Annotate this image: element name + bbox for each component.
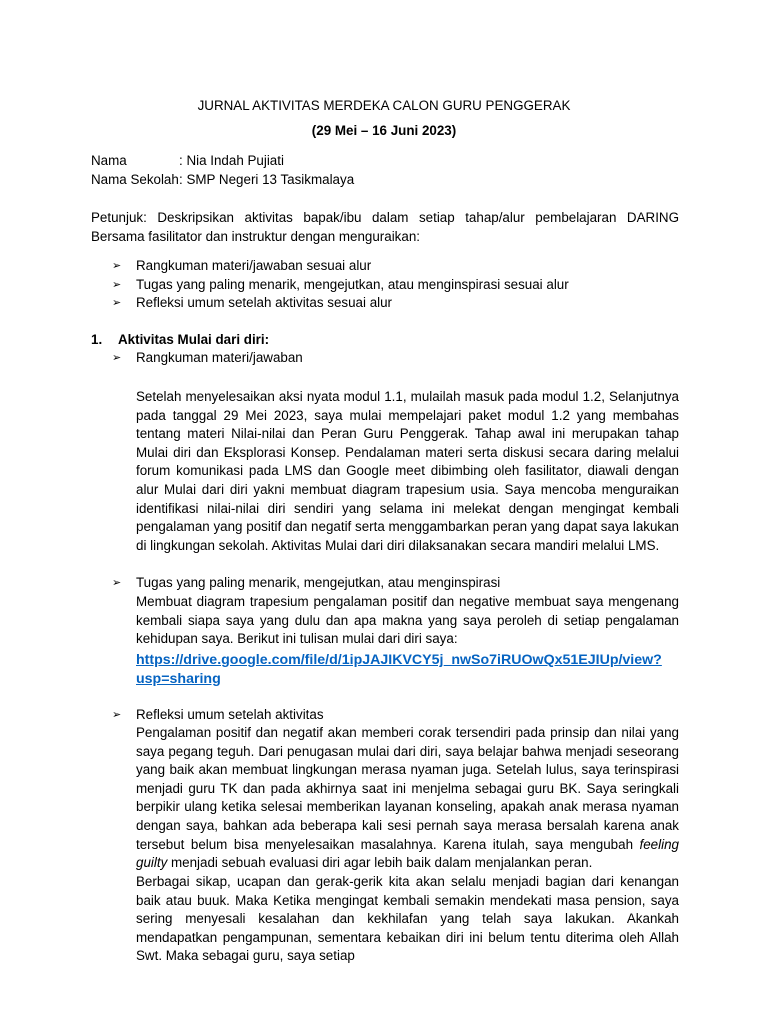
name-row [91,152,354,171]
name-value: : Nia Indah Pujiati [179,153,284,168]
arrow-bullet-icon: ➢ [112,260,122,272]
arrow-bullet-icon: ➢ [112,297,122,310]
school-label: Nama Sekolah [91,171,179,187]
reflection-paragraph-2: Berbagai sikap, ucapan dan gerak-gerik kita akan selalu menjadi bagian dari kenangan baik atau buuk. Maka Ketika mengingat kembali semakin mendekati masa pension, saya sering menyesali kesalahan dan kekhilafan yang telah saya lakukan. Akankah mendapatkan pengampunan, sementara kebaikan diri ini belum tentu diterima oleh Allah Swt. Maka sebagai guru, saya setiap [136,874,679,964]
document-title: JURNAL AKTIVITAS MERDEKA CALON GURU PENGGERAK [197,98,571,113]
list-item: ➢ Tugas yang paling menarik, mengejutkan, atau menginspirasi sesuai alur [112,276,569,295]
identity-block [91,152,354,189]
arrow-bullet-icon: ➢ [112,577,122,589]
drive-link[interactable]: https://drive.google.com/file/d/1ipJAJIKVCY5j_nwSo7iRUOwQx51EJIUp/view?usp=sharing [136,652,662,687]
italic-phrase: feeling guilty [136,836,679,871]
subsection-task-label: ➢ Tugas yang paling menarik, mengejutkan, atau menginspirasi [112,574,500,593]
instructions-list [112,257,569,313]
arrow-bullet-icon: ➢ [112,709,122,721]
section-number: 1. [91,332,103,347]
list-item: ➢ Rangkuman materi/jawaban sesuai alur [112,257,569,276]
section-heading [91,331,269,350]
arrow-bullet-icon: ➢ [112,278,122,291]
school-value: : SMP Negeri 13 Tasikmalaya [179,171,355,187]
summary-paragraph: Setelah menyelesaikan aksi nyata modul 1.1, mulailah masuk pada modul 1.2, Selanjutnya pada tanggal 29 Mei 2023, saya mulai mempelajari paket modul 1.2 yang membahas tentang materi Nilai-nilai dan Peran Guru Penggerak. Tahap awal ini merupakan tahap Mulai diri dan Eksplorasi Konsep. Pendalaman materi serta diskusi secara daring melalui forum komunikasi pada LMS dan Google meet dibimbing oleh fasilitator, diawali dengan alur Mulai dari diri yakni membuat diagram trapesium usia. Saya mencoba menguraikan identifikasi nilai-nilai diri sendiri yang selama ini melekat dengan mengingat kembali pengalaman yang positif dan negatif serta menggambarkan peran yang dapat saya lakukan di lingkungan sekolah. Aktivitas Mulai dari diri dilaksanakan secara mandiri melalui LMS. [136,389,679,553]
reflection-paragraph: Pengalaman positif dan negatif akan memberi corak tersendiri pada prinsip dan nilai yang saya pegang teguh. Dari penugasan mulai dari diri, saya belajar bahwa menjadi seseorang yang baik akan membuat lingkungan merasa nyaman juga. Setelah lulus, saya terinspirasi menjadi guru TK dan pada akhirnya saat ini menjelma sebagai guru BK. Saya seringkali berpikir ulang ketika selesai memberikan layanan konseling, apakah anak merasa nyaman dengan saya, bahkan ada beberapa kali sesi pernah saya merasa bersalah karena anak tersebut belum bisa menyelesaikan masalahnya. Karena itulah, saya mengubah feeling guilty menjadi sebuah evaluasi diri agar lebih baik dalam menjalankan peran. [136,725,679,871]
list-item: ➢ Refleksi umum setelah aktivitas sesuai alur [112,294,569,313]
name-label: Nama [91,153,127,168]
arrow-bullet-icon: ➢ [112,352,122,364]
instructions-text: Petunjuk: Deskripsikan aktivitas bapak/ibu dalam setiap tahap/alur pembelajaran DARING Bersama fasilitator dan instruktur dengan menguraikan: [91,210,679,244]
task-paragraph: Membuat diagram trapesium pengalaman positif dan negative membuat saya mengenang kembali siapa saya yang dulu dan apa makna yang saya peroleh di setiap pengalaman kehidupan saya. Berikut ini tulisan mulai dari diri saya: [136,594,679,647]
subsection-summary-label: ➢ Rangkuman materi/jawaban [112,349,303,368]
subsection-reflection-label: ➢ Refleksi umum setelah aktivitas [112,706,324,725]
document-date-range: (29 Mei – 16 Juni 2023) [311,123,457,138]
section-title: Aktivitas Mulai dari diri: [118,332,270,347]
school-row [91,171,354,190]
